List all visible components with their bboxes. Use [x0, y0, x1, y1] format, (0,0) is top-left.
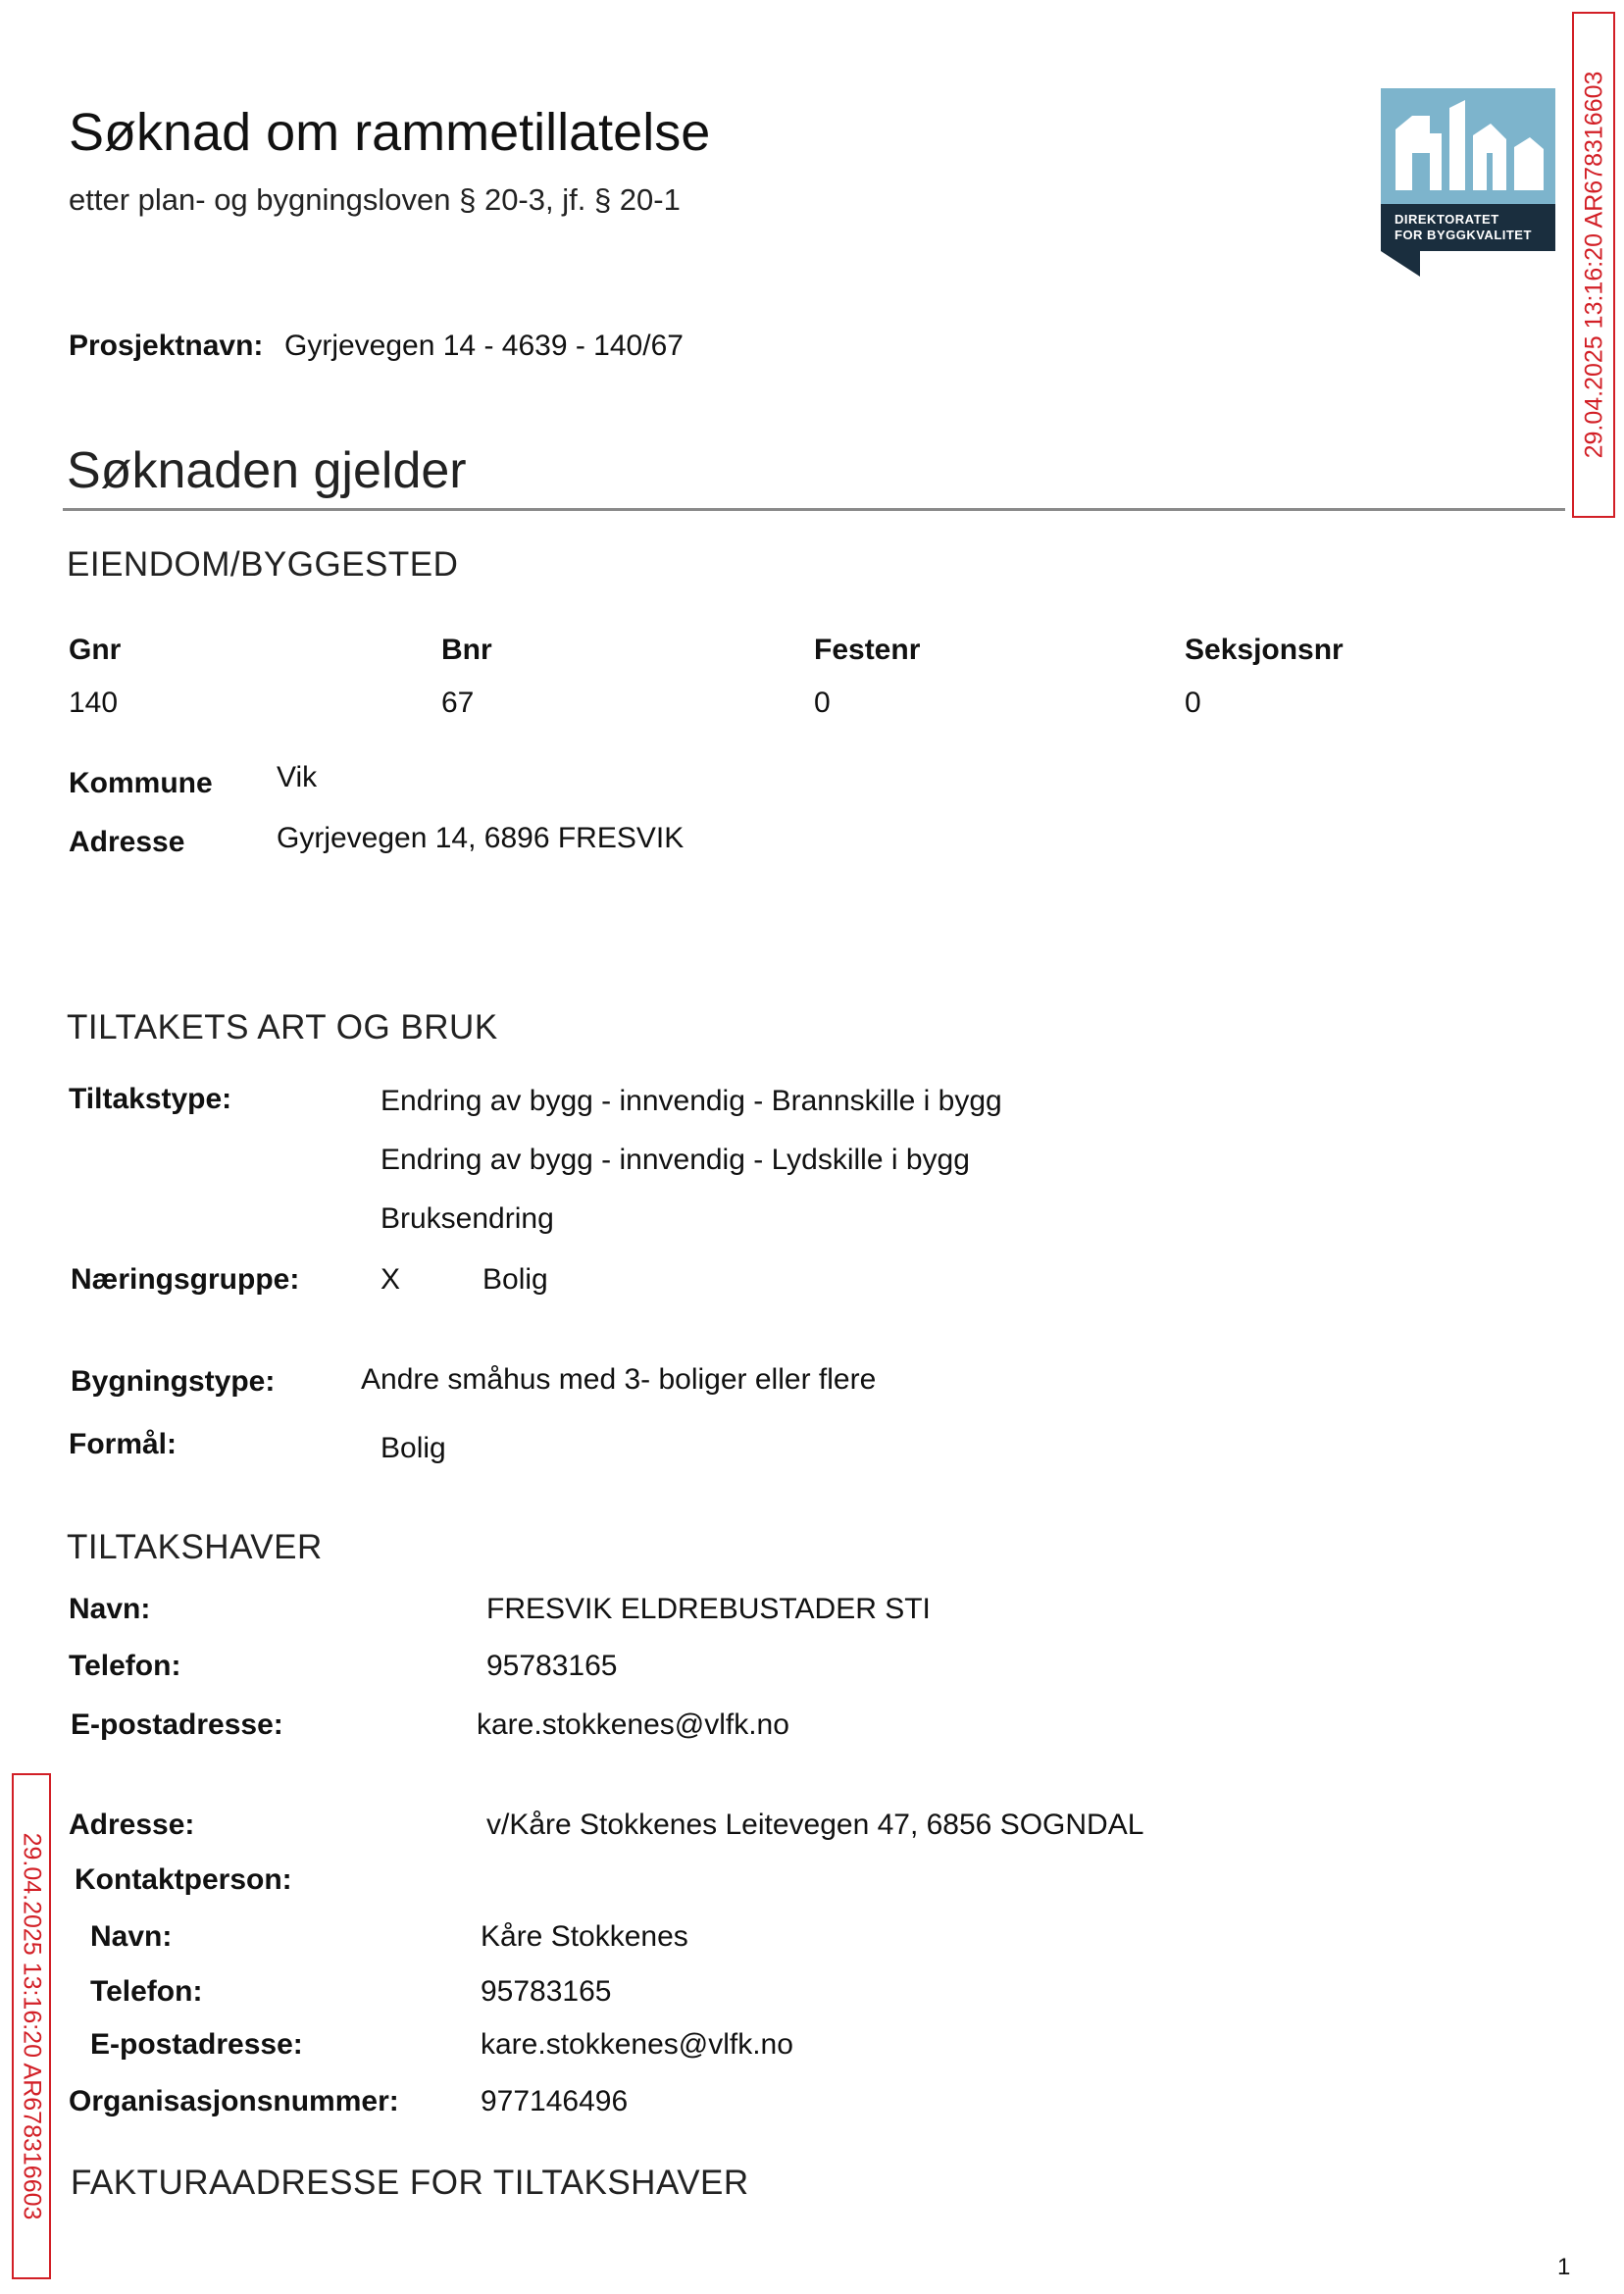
owner-phone-value: 95783165 — [486, 1650, 618, 1682]
address-value: Gyrjevegen 14, 6896 FRESVIK — [277, 822, 685, 854]
industry-group-label: Næringsgruppe: — [71, 1263, 300, 1296]
industry-group-name: Bolig — [482, 1263, 548, 1296]
page-number: 1 — [1557, 2254, 1571, 2280]
section-applies-heading: Søknaden gjelder — [67, 442, 467, 499]
seksjonsnr-label: Seksjonsnr — [1185, 634, 1344, 666]
festenr-label: Festenr — [814, 634, 921, 666]
gnr-label: Gnr — [69, 634, 122, 666]
org-number-label: Organisasjonsnummer: — [69, 2085, 399, 2117]
contact-name-value: Kåre Stokkenes — [481, 1920, 688, 1953]
purpose-label: Formål: — [69, 1428, 178, 1460]
measure-type-label: Tiltakstype: — [69, 1083, 232, 1115]
owner-email-label: E-postadresse: — [71, 1708, 283, 1741]
contact-phone-value: 95783165 — [481, 1975, 612, 2008]
bnr-label: Bnr — [441, 634, 492, 666]
owner-address-value: v/Kåre Stokkenes Leitevegen 47, 6856 SOGNDAL — [486, 1809, 1144, 1841]
building-type-value: Andre småhus med 3- boliger eller flere — [361, 1363, 877, 1396]
contact-name-label: Navn: — [90, 1920, 173, 1953]
dibk-logo — [1381, 88, 1555, 277]
document-subtitle: etter plan- og bygningsloven § 20-3, jf. § 20-1 — [69, 182, 681, 217]
address-label: Adresse — [69, 826, 185, 858]
gnr-value: 140 — [69, 687, 119, 719]
contact-email-label: E-postadresse: — [90, 2028, 303, 2061]
dibk-logo-graphic — [1381, 88, 1555, 277]
property-heading: EIENDOM/BYGGESTED — [67, 545, 459, 584]
measure-type-item: Endring av bygg - innvendig - Brannskille i bygg — [381, 1085, 1002, 1117]
owner-phone-label: Telefon: — [69, 1650, 181, 1682]
measure-heading: TILTAKETS ART OG BRUK — [67, 1008, 498, 1046]
municipality-label: Kommune — [69, 767, 213, 799]
received-stamp-left — [12, 1773, 51, 2279]
owner-email-value: kare.stokkenes@vlfk.no — [477, 1708, 789, 1741]
contact-person-label: Kontaktperson: — [75, 1863, 292, 1896]
contact-phone-label: Telefon: — [90, 1975, 203, 2008]
org-number-value: 977146496 — [481, 2085, 629, 2117]
building-type-label: Bygningstype: — [71, 1365, 276, 1398]
heading-divider — [63, 508, 1565, 511]
bnr-value: 67 — [441, 687, 475, 719]
project-name-label: Prosjektnavn: — [69, 330, 264, 362]
measure-type-item: Endring av bygg - innvendig - Lydskille i bygg — [381, 1144, 970, 1176]
document-title: Søknad om rammetillatelse — [69, 103, 711, 162]
project-name-value: Gyrjevegen 14 - 4639 - 140/67 — [284, 330, 684, 362]
festenr-value: 0 — [814, 687, 831, 719]
industry-group-code: X — [381, 1263, 401, 1296]
received-stamp-right — [1572, 12, 1615, 518]
seksjonsnr-value: 0 — [1185, 687, 1201, 719]
stamp-text: 29.04.2025 13:16:20 AR678316603 — [1580, 71, 1607, 459]
stamp-text: 29.04.2025 13:16:20 AR678316603 — [18, 1832, 45, 2220]
municipality-value: Vik — [277, 761, 318, 793]
measure-type-item: Bruksendring — [381, 1202, 554, 1235]
owner-heading: TILTAKSHAVER — [67, 1528, 323, 1566]
billing-heading: FAKTURAADRESSE FOR TILTAKSHAVER — [71, 2164, 749, 2202]
owner-name-label: Navn: — [69, 1593, 151, 1625]
owner-name-value: FRESVIK ELDREBUSTADER STI — [486, 1593, 931, 1625]
purpose-value: Bolig — [381, 1432, 446, 1464]
logo-text-line-1: DIREKTORATET — [1395, 212, 1499, 227]
owner-address-label: Adresse: — [69, 1809, 195, 1841]
logo-text-line-2: FOR BYGGKVALITET — [1395, 228, 1532, 242]
contact-email-value: kare.stokkenes@vlfk.no — [481, 2028, 793, 2061]
